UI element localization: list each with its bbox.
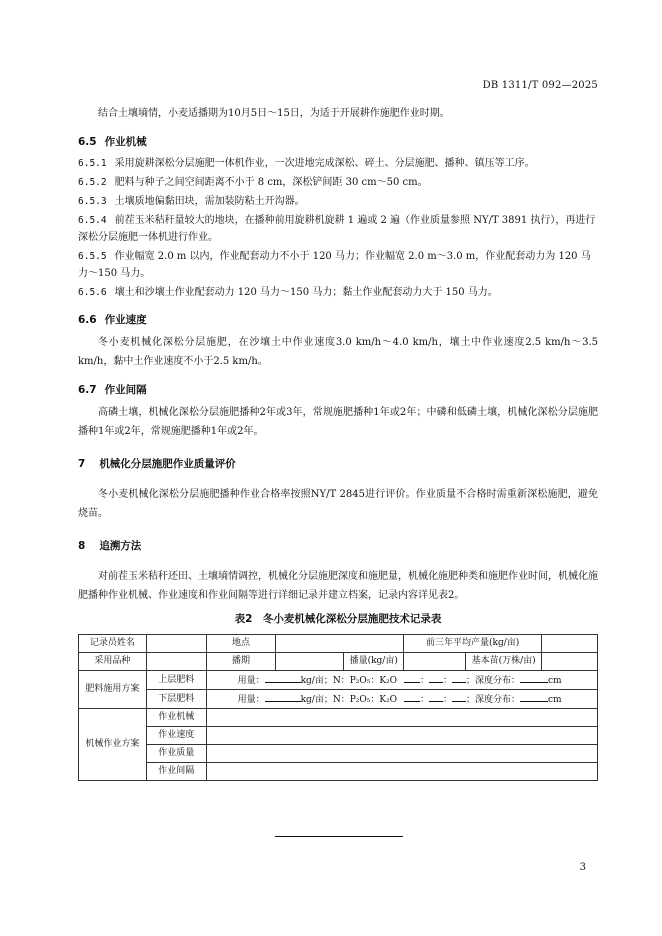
section-6-7-heading <box>78 381 598 399</box>
section-6-5-heading <box>78 133 598 151</box>
clause-number: 6.5.1 <box>78 158 107 169</box>
section-title: 作业间隔 <box>104 384 147 396</box>
table-cell-label: 作业间隔 <box>146 763 206 781</box>
table-cell-label: 地点 <box>206 635 276 653</box>
table-cell-value[interactable] <box>206 727 597 745</box>
table-cell-value[interactable] <box>206 745 597 763</box>
clause-number: 6.5.6 <box>78 287 107 298</box>
table-cell-label: 下层肥料 <box>146 690 206 709</box>
clause-number: 6.5.3 <box>78 196 107 207</box>
table-row <box>79 727 598 745</box>
section-number: 6.5 <box>78 136 97 148</box>
document-code: DB 1311/T 092—2025 <box>482 80 598 91</box>
blank-field[interactable] <box>452 672 466 683</box>
depth-unit: cm <box>547 676 562 686</box>
blank-field[interactable] <box>265 691 301 702</box>
clause-6-5-4 <box>78 212 598 246</box>
clause-text: 肥料与种子之间空间距离不小于 8 cm，深松铲间距 30 cm～50 cm。 <box>114 177 428 188</box>
table-cell-value[interactable] <box>276 653 344 671</box>
lower-fert-formula[interactable] <box>206 690 597 709</box>
dosage-unit: kg/亩；N：P₂O₅：K₂O <box>300 676 398 686</box>
table-cell-label: 作业速度 <box>146 727 206 745</box>
clause-number: 6.5.2 <box>78 177 107 188</box>
blank-field[interactable] <box>520 691 548 702</box>
dosage-unit: kg/亩；N：P₂O₅：K₂O <box>300 695 398 705</box>
intro-paragraph: 结合土壤墒情，小麦适播期为10月5日～15日，为适于开展耕作施肥作业时期。 <box>98 108 450 119</box>
section-number: 6.7 <box>78 384 97 396</box>
table-cell-label: 上层肥料 <box>146 671 206 690</box>
table-cell-label: 作业质量 <box>146 745 206 763</box>
table-cell-value[interactable] <box>542 635 598 653</box>
ratio-colon: ： <box>442 695 452 705</box>
table-row <box>79 709 598 727</box>
blank-field[interactable] <box>520 672 548 683</box>
section-title: 机械化分层施肥作业质量评价 <box>99 458 236 470</box>
blank-field[interactable] <box>404 672 420 683</box>
clause-6-5-3 <box>78 193 598 210</box>
upper-fert-formula[interactable] <box>206 671 597 690</box>
clause-6-5-1 <box>78 155 598 172</box>
table-cell-label: 机械作业方案 <box>79 709 147 781</box>
table-row <box>79 745 598 763</box>
depth-label: ；深度分布： <box>465 695 520 705</box>
table-cell-value[interactable] <box>146 653 206 671</box>
table-row <box>79 653 598 671</box>
section-number: 6.6 <box>78 314 97 326</box>
section-title: 追溯方法 <box>99 540 142 552</box>
clause-number: 6.5.5 <box>78 251 107 262</box>
table-cell-label: 基本苗(万株/亩) <box>466 653 542 671</box>
ratio-colon: ： <box>442 676 452 686</box>
page-number: 3 <box>579 862 586 873</box>
table-cell-label: 播量(kg/亩) <box>344 653 404 671</box>
table-row <box>79 690 598 709</box>
depth-label: ；深度分布： <box>465 676 520 686</box>
section-8-heading <box>78 537 598 555</box>
record-table <box>78 634 598 781</box>
section-6-6-heading <box>78 311 598 329</box>
section-6-7-paragraph: 高磷土壤，机械化深松分层施肥播种2年或3年，常规施肥播种1年或2年；中磷和低磷土壤，机械化深松分层施肥播种1年或2年，常规施肥播种1年或2年。 <box>78 407 598 437</box>
blank-field[interactable] <box>429 691 443 702</box>
section-7-heading <box>78 455 598 473</box>
table-row <box>79 763 598 781</box>
clause-text: 采用旋耕深松分层施肥一体机作业，一次进地完成深松、碎土、分层施肥、播种、镇压等工序。 <box>114 158 535 169</box>
table-cell-label: 作业机械 <box>146 709 206 727</box>
clause-text: 作业幅宽 2.0 m 以内，作业配套动力不小于 120 马力；作业幅宽 2.0 m～3.0 m，作业配套动力为 120 马力～150 马力。 <box>78 251 591 279</box>
section-title: 作业机械 <box>104 136 147 148</box>
table-cell-label: 记录员姓名 <box>79 635 147 653</box>
clause-6-5-6 <box>78 284 598 301</box>
blank-field[interactable] <box>452 691 466 702</box>
table-row <box>79 635 598 653</box>
clause-text: 前茬玉米秸秆量较大的地块，在播种前用旋耕机旋耕 1 遍或 2 遍（作业质量参照 NY/T 3891 执行），再进行深松分层施肥一体机进行作业。 <box>78 215 596 243</box>
clause-number: 6.5.4 <box>78 215 107 226</box>
table-cell-value[interactable] <box>542 653 598 671</box>
blank-field[interactable] <box>429 672 443 683</box>
table-caption: 表2 冬小麦机械化深松分层施肥技术记录表 <box>234 613 442 625</box>
page-content <box>78 104 598 781</box>
blank-field[interactable] <box>265 672 301 683</box>
clause-text: 土壤质地偏黏田块，需加装防粘土开沟器。 <box>114 196 305 207</box>
dosage-label: 用量： <box>237 695 265 705</box>
blank-field[interactable] <box>404 691 420 702</box>
section-number: 7 <box>78 458 86 470</box>
ratio-colon: ： <box>419 676 429 686</box>
table-cell-value[interactable] <box>206 709 597 727</box>
table-cell-label: 前三年平均产量(kg/亩) <box>404 635 542 653</box>
depth-unit: cm <box>547 695 562 705</box>
section-8-paragraph: 对前茬玉米秸秆还田、土壤墒情调控，机械化分层施肥深度和施肥量，机械化施肥种类和施肥作业时间，机械化施肥播种作业机械、作业速度和作业间隔等进行详细记录并建立档案，记录内容详见表2。 <box>78 571 598 601</box>
ratio-colon: ： <box>419 695 429 705</box>
clause-text: 壤土和沙壤土作业配套动力 120 马力～150 马力；黏土作业配套动力大于 150 马力。 <box>114 287 498 298</box>
section-number: 8 <box>78 540 86 552</box>
table-cell-label: 肥料施用方案 <box>79 671 147 709</box>
table-cell-label: 播期 <box>206 653 276 671</box>
table-cell-value[interactable] <box>276 635 404 653</box>
section-7-paragraph: 冬小麦机械化深松分层施肥播种作业合格率按照NY/T 2845进行评价。作业质量不合格时需重新深松施肥，避免烧苗。 <box>78 489 598 519</box>
table-row <box>79 671 598 690</box>
section-6-6-paragraph: 冬小麦机械化深松分层施肥，在沙壤土中作业速度3.0 km/h～4.0 km/h，壤土中作业速度2.5 km/h～3.5 km/h，黏中土作业速度不小于2.5 km/h。 <box>78 337 598 367</box>
table-cell-label: 采用品种 <box>79 653 147 671</box>
table-cell-value[interactable] <box>404 653 466 671</box>
clause-6-5-2 <box>78 174 598 191</box>
table-cell-value[interactable] <box>206 763 597 781</box>
end-of-document-rule <box>275 836 403 837</box>
table-cell-value[interactable] <box>146 635 206 653</box>
section-title: 作业速度 <box>104 314 147 326</box>
dosage-label: 用量： <box>237 676 265 686</box>
clause-6-5-5 <box>78 248 598 282</box>
